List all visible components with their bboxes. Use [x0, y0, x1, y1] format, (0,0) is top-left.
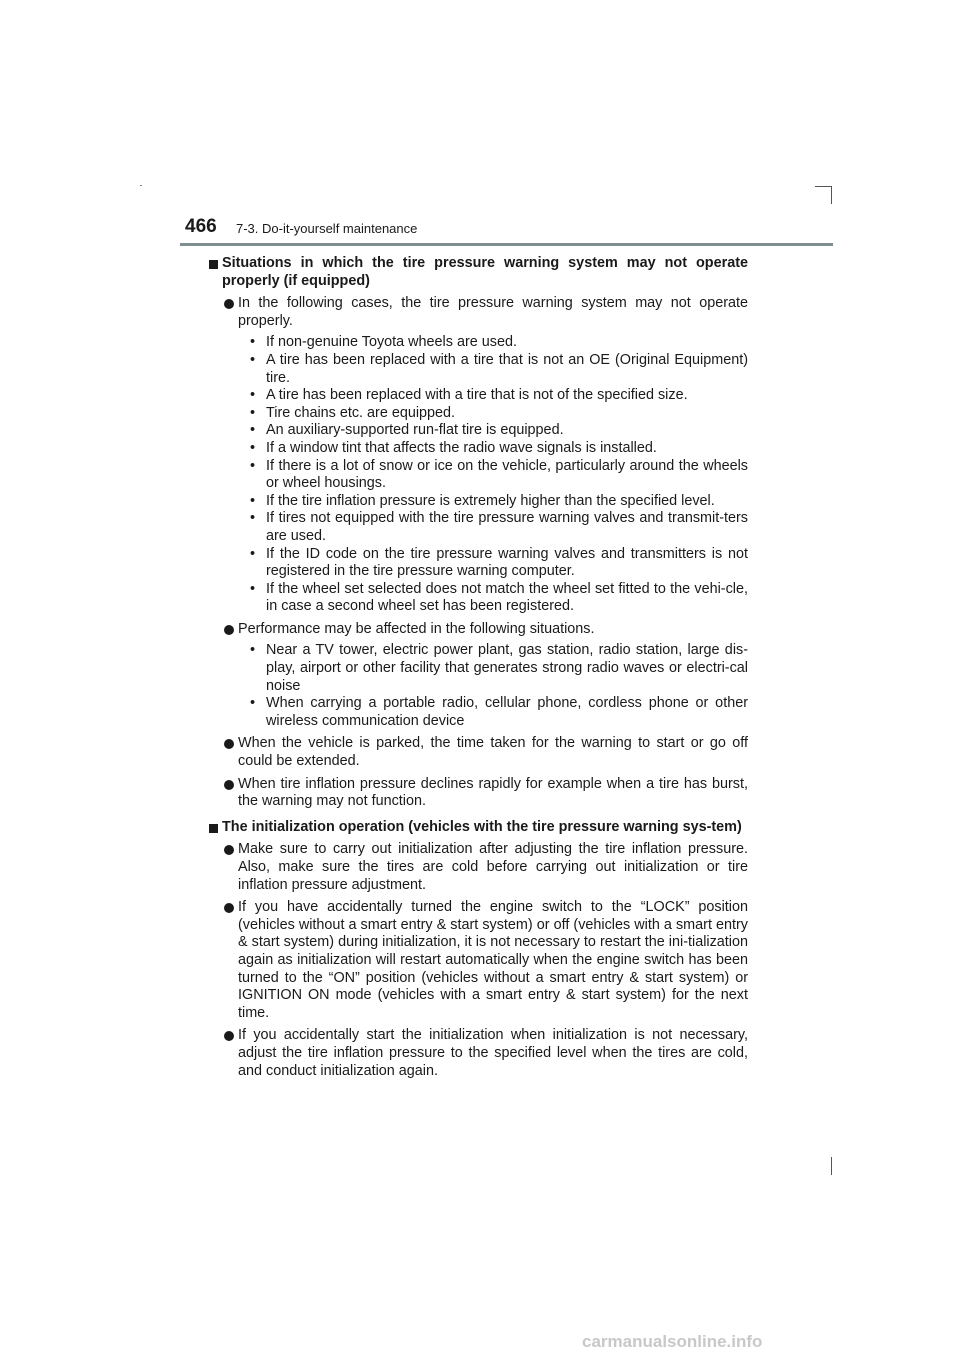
sub-item: • Tire chains etc. are equipped.: [250, 404, 456, 421]
sub-item: • If there is a lot of snow or ice on the vehicle, particularly around the wheels or wheel housings.: [250, 457, 748, 492]
page-content: [208, 255, 748, 1088]
sub-item: • Near a TV tower, electric power plant, gas station, radio station, large dis-play, airport or other facility that generates strong radio waves or electri-cal noise: [250, 642, 748, 694]
sub-bullet-icon: •: [250, 642, 256, 659]
sub-bullet-icon: •: [250, 334, 256, 351]
sub-list: [238, 642, 748, 730]
sub-item: • If non-genuine Toyota wheels are used.: [250, 334, 517, 351]
sub-bullet-icon: •: [250, 580, 256, 597]
crop-mark: [831, 1157, 832, 1175]
list-item: [222, 776, 748, 811]
sub-bullet-icon: •: [250, 510, 256, 527]
bullet-text: If you accidentally start the initialization when initialization is not necessary, adjust the tire inflation pressure to the specified level when the tires are cold, and conduct initialization again.: [238, 1027, 748, 1079]
bullet-text: When the vehicle is parked, the time taken for the warning to start or go off could be extended.: [238, 735, 748, 770]
list-item: [222, 621, 748, 731]
bullet-circle-icon: [224, 903, 234, 913]
section-title: The initialization operation (vehicles with the tire pressure warning sys-tem): [222, 818, 742, 835]
header-rule: [180, 243, 833, 246]
bullet-text: When tire inflation pressure declines rapidly for example when a tire has burst, the warning may not function.: [238, 775, 748, 810]
crop-mark: [140, 185, 142, 186]
list-item: [222, 841, 748, 894]
bullet-circle-icon: [224, 1031, 234, 1041]
crop-mark: [831, 186, 832, 204]
sub-item: • If a window tint that affects the radio wave signals is installed.: [250, 439, 657, 456]
sub-item: • If the ID code on the tire pressure warning valves and transmitters is not registered in the tire pressure warning computer.: [250, 545, 748, 580]
section-square-icon: [209, 824, 218, 833]
list-item: [222, 899, 748, 1022]
sub-item: • If tires not equipped with the tire pressure warning valves and transmit-ters are used.: [250, 510, 748, 544]
sub-bullet-icon: •: [250, 457, 256, 474]
section-tpws-limitations: [208, 255, 748, 811]
list-item: [222, 735, 748, 770]
bullet-text: Make sure to carry out initialization after adjusting the tire inflation pressure. Also, make sure the tires are cold before carrying out initialization or tire inflation pressure adjustment.: [238, 841, 748, 893]
sub-item: • An auxiliary-supported run-flat tire is equipped.: [250, 422, 564, 439]
page-number: 466: [185, 216, 217, 237]
section-initialization: [208, 819, 748, 1080]
sub-bullet-icon: •: [250, 492, 256, 509]
section-square-icon: [209, 260, 218, 269]
sub-item: • If the wheel set selected does not match the wheel set fitted to the vehi-cle, in case a second wheel set has been registered.: [250, 580, 748, 615]
sub-bullet-icon: •: [250, 404, 256, 421]
bullet-circle-icon: [224, 845, 234, 855]
bullet-text: If you have accidentally turned the engine switch to the “LOCK” position (vehicles without a smart entry & start system) or off (vehicles with a smart entry & start system) during initialization, it is not necessary to restart the ini-tialization again as initialization will restart automatically when the engine switch has been turned to the “ON” position (vehicles without a smart entry & start system) or IGNITION ON mode (vehicles with a smart entry & start system) for the next time.: [238, 899, 748, 1021]
bullet-text: Performance may be affected in the following situations.: [238, 620, 595, 637]
sub-bullet-icon: •: [250, 695, 256, 712]
sub-item: • When carrying a portable radio, cellular phone, cordless phone or other wireless communication device: [250, 695, 748, 729]
section-title: Situations in which the tire pressure warning system may not operate properly (if equipped): [222, 255, 748, 289]
watermark: carmanualsonline.info: [582, 1332, 763, 1351]
sub-bullet-icon: •: [250, 545, 256, 562]
sub-bullet-icon: •: [250, 387, 256, 404]
bullet-circle-icon: [224, 780, 234, 790]
bullet-circle-icon: [224, 299, 234, 309]
sub-item: • A tire has been replaced with a tire that is not an OE (Original Equipment) tire.: [250, 351, 748, 386]
sub-list: [238, 334, 748, 616]
bullet-circle-icon: [224, 625, 234, 635]
list-item: [222, 295, 748, 616]
sub-bullet-icon: •: [250, 422, 256, 439]
running-head: 7-3. Do-it-yourself maintenance: [236, 221, 418, 236]
bullet-text: In the following cases, the tire pressure warning system may not operate properly.: [238, 295, 748, 329]
sub-bullet-icon: •: [250, 439, 256, 456]
sub-item: • A tire has been replaced with a tire that is not of the specified size.: [250, 387, 688, 404]
sub-item: • If the tire inflation pressure is extremely higher than the specified level.: [250, 492, 715, 509]
bullet-circle-icon: [224, 739, 234, 749]
crop-mark: [815, 186, 832, 187]
sub-bullet-icon: •: [250, 351, 256, 368]
list-item: [222, 1027, 748, 1080]
